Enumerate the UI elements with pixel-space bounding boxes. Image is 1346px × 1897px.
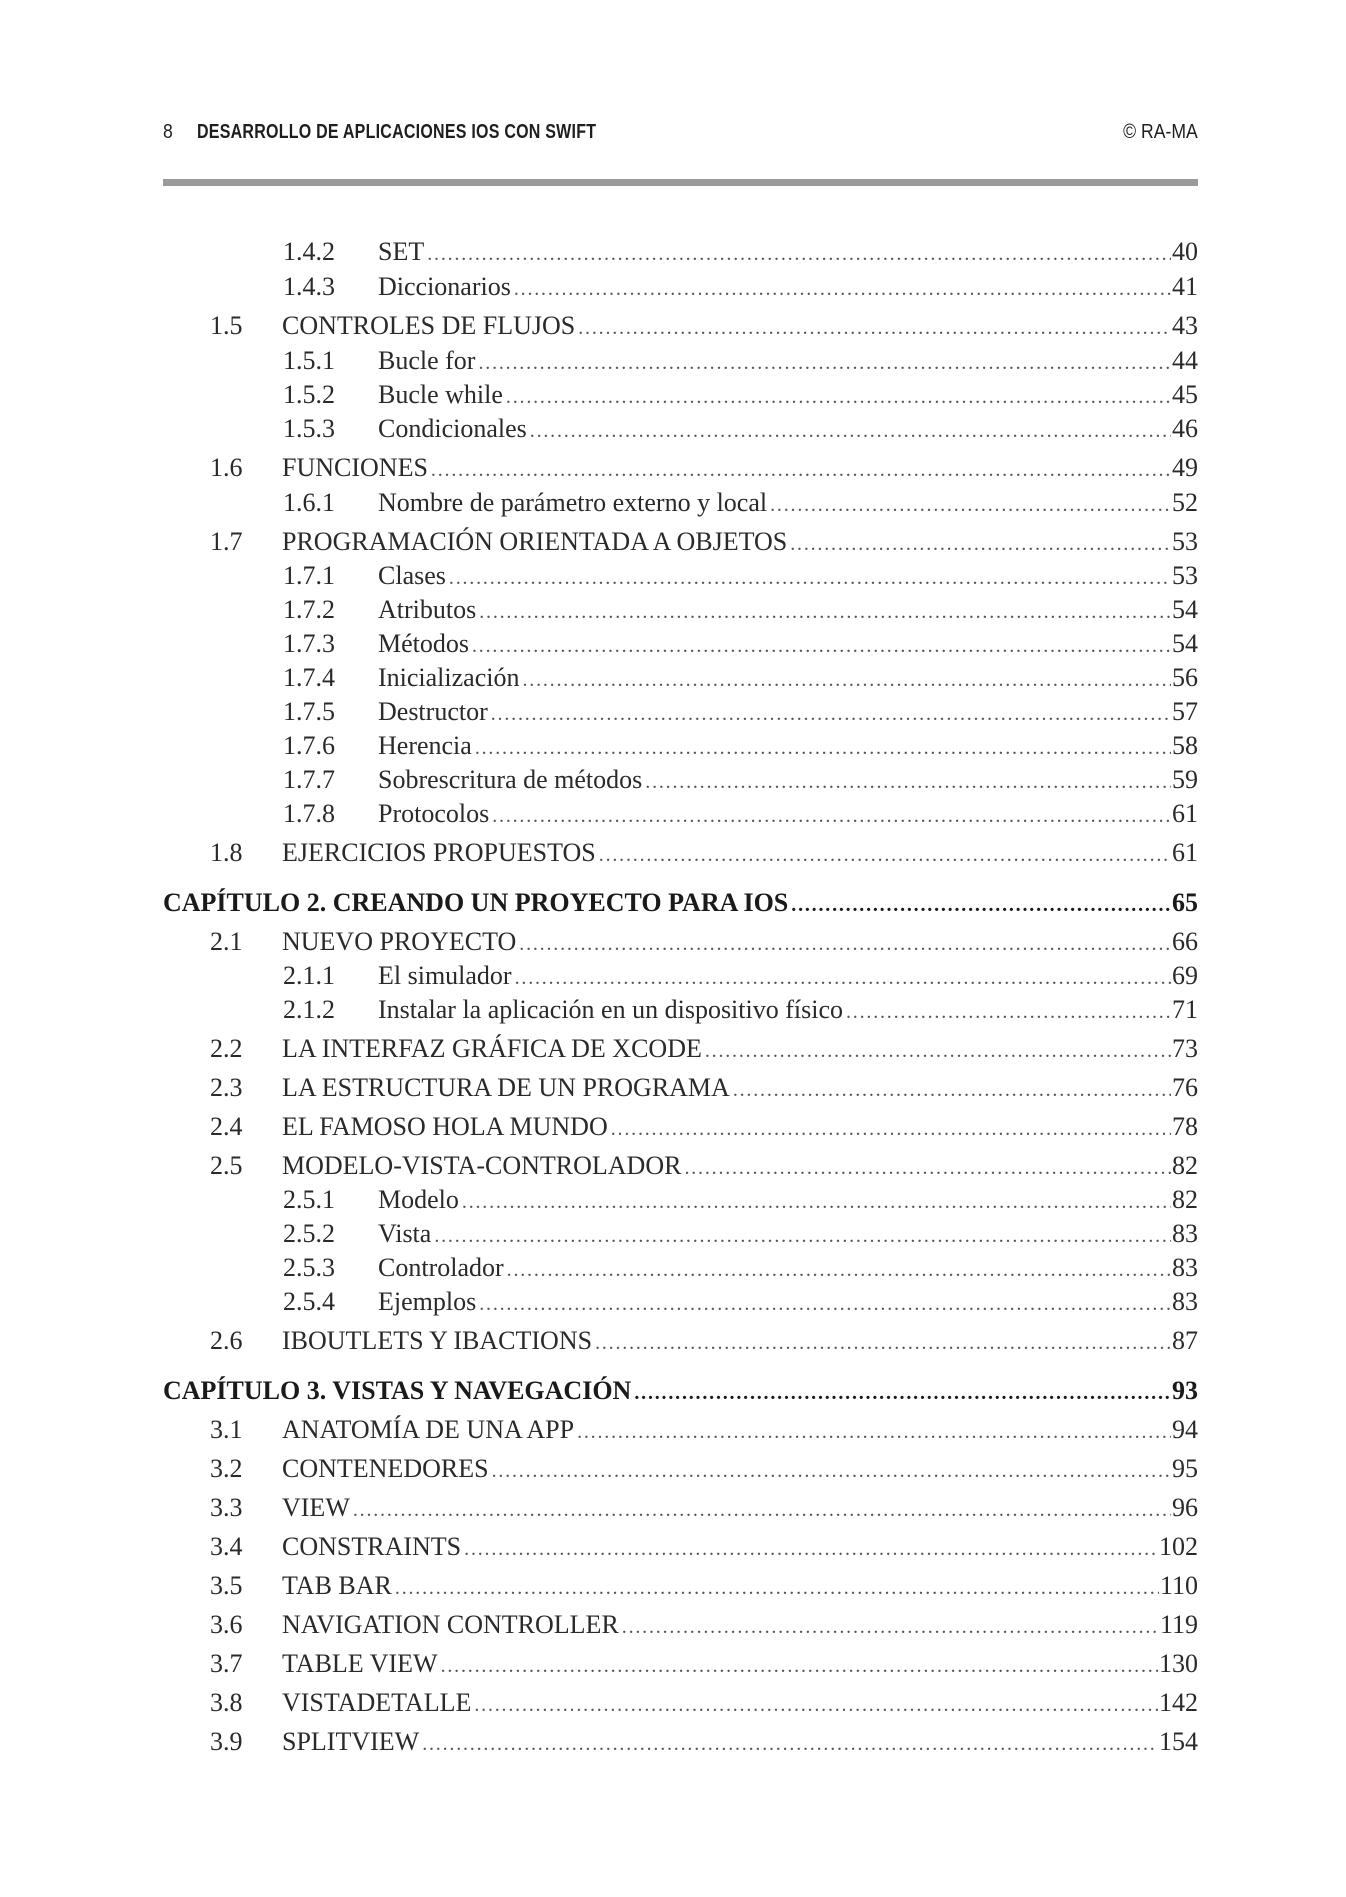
dot-leader — [479, 1287, 1171, 1321]
toc-entry-title: SET — [378, 237, 425, 266]
toc-entry-number: 1.5 — [210, 311, 243, 340]
dot-leader — [422, 1727, 1158, 1761]
toc-entry-page: 53 — [1172, 527, 1198, 556]
dot-leader — [790, 527, 1171, 561]
dot-leader — [353, 1493, 1171, 1527]
dot-leader — [472, 629, 1171, 663]
dot-leader — [464, 1532, 1158, 1566]
toc-entry — [283, 270, 1198, 304]
toc-entry-page: 61 — [1172, 799, 1198, 828]
toc-entry-page: 52 — [1172, 488, 1198, 517]
toc-entry-number: 2.5.2 — [283, 1219, 335, 1248]
toc-entry — [283, 627, 1198, 661]
toc-entry-title: CONTENEDORES — [282, 1454, 489, 1483]
toc-entry-page: 102 — [1159, 1532, 1198, 1561]
toc-entry-page: 83 — [1172, 1287, 1198, 1316]
toc-entry-title: Ejemplos — [378, 1287, 477, 1316]
toc-entry-title: NAVIGATION CONTROLLER — [282, 1610, 619, 1639]
dot-leader — [475, 731, 1171, 765]
toc-entry-page: 78 — [1172, 1112, 1198, 1141]
toc-entry-page: 119 — [1159, 1610, 1198, 1639]
toc-entry-number: 1.4.3 — [283, 272, 335, 301]
toc-entry — [210, 451, 1198, 485]
toc-entry-title: LA INTERFAZ GRÁFICA DE XCODE — [282, 1034, 702, 1063]
toc-entry — [210, 1452, 1198, 1486]
dot-leader — [733, 1073, 1171, 1107]
toc-entry-number: 3.1 — [210, 1415, 243, 1444]
toc-entry — [283, 695, 1198, 729]
dot-leader — [578, 311, 1171, 345]
toc-entry-page: 93 — [1172, 1376, 1198, 1405]
toc-entry — [283, 993, 1198, 1027]
toc-entry-page: 95 — [1172, 1454, 1198, 1483]
dot-leader — [492, 1454, 1171, 1488]
toc-entry-title: Sobrescritura de métodos — [378, 765, 643, 794]
toc-entry — [210, 925, 1198, 959]
toc-entry-number: 1.7.1 — [283, 561, 335, 590]
toc-entry — [283, 1285, 1198, 1319]
toc-entry-title: Nombre de parámetro externo y local — [378, 488, 768, 517]
toc-entry — [283, 1183, 1198, 1217]
toc-entry — [210, 1110, 1198, 1144]
toc-entry-number: 3.8 — [210, 1688, 243, 1717]
toc-entry-title: LA ESTRUCTURA DE UN PROGRAMA — [282, 1073, 730, 1102]
toc-entry-title: MODELO-VISTA-CONTROLADOR — [282, 1151, 682, 1180]
toc-entry-title: FUNCIONES — [282, 453, 428, 482]
toc-entry-page: 54 — [1172, 629, 1198, 658]
toc-entry-number: 1.5.1 — [283, 346, 335, 375]
dot-leader — [522, 663, 1171, 697]
toc-entry-number: 3.4 — [210, 1532, 243, 1561]
toc-entry-title: Bucle while — [378, 380, 503, 409]
dot-leader — [577, 1415, 1171, 1449]
toc-entry-number: 2.4 — [210, 1112, 243, 1141]
toc-entry-page: 94 — [1172, 1415, 1198, 1444]
toc-entry-title: TABLE VIEW — [282, 1649, 438, 1678]
toc-entry-number: 1.6 — [210, 453, 243, 482]
dot-leader — [634, 1376, 1171, 1410]
dot-leader — [431, 453, 1171, 487]
toc-entry — [283, 661, 1198, 695]
dot-leader — [791, 888, 1171, 922]
toc-entry-title: CAPÍTULO 2. CREANDO UN PROYECTO PARA IOS — [163, 888, 789, 917]
toc-entry-page: 69 — [1172, 961, 1198, 990]
dot-leader — [478, 346, 1171, 380]
toc-entry — [283, 797, 1198, 831]
page-number: 8 — [163, 121, 173, 143]
toc-entry — [283, 763, 1198, 797]
toc-entry-title: IBOUTLETS Y IBACTIONS — [282, 1326, 593, 1355]
toc-entry — [210, 1324, 1198, 1358]
toc-entry-title: Controlador — [378, 1253, 504, 1282]
toc-entry-title: CONTROLES DE FLUJOS — [282, 311, 576, 340]
toc-entry-page: 58 — [1172, 731, 1198, 760]
toc-entry-number: 3.2 — [210, 1454, 243, 1483]
toc-entry-page: 53 — [1172, 561, 1198, 590]
dot-leader — [770, 488, 1171, 522]
toc-entry-title: Inicialización — [378, 663, 520, 692]
dot-leader — [645, 765, 1171, 799]
toc-entry-title: PROGRAMACIÓN ORIENTADA A OBJETOS — [282, 527, 788, 556]
toc-entry-number: 2.1.2 — [283, 995, 335, 1024]
dot-leader — [514, 272, 1171, 306]
toc-entry-number: 1.7.8 — [283, 799, 335, 828]
dot-leader — [434, 1219, 1171, 1253]
toc-entry-number: 3.3 — [210, 1493, 243, 1522]
toc-entry — [210, 1032, 1198, 1066]
toc-entry — [210, 1608, 1198, 1642]
dot-leader — [515, 961, 1171, 995]
toc-entry-number: 2.5.3 — [283, 1253, 335, 1282]
toc-entry-number: 1.5.2 — [283, 380, 335, 409]
toc-entry-page: 40 — [1172, 237, 1198, 266]
toc-entry-title: EJERCICIOS PROPUESTOS — [282, 838, 596, 867]
toc-entry-page: 154 — [1159, 1727, 1198, 1756]
toc-entry-page: 130 — [1159, 1649, 1198, 1678]
toc-entry-number: 1.5.3 — [283, 414, 335, 443]
toc-entry — [210, 1149, 1198, 1183]
toc-entry-page: 83 — [1172, 1219, 1198, 1248]
toc-entry-number: 3.7 — [210, 1649, 243, 1678]
toc-entry-number: 3.6 — [210, 1610, 243, 1639]
toc-entry-number: 2.3 — [210, 1073, 243, 1102]
toc-entry-title: ANATOMÍA DE UNA APP — [282, 1415, 575, 1444]
toc-entry-title: Herencia — [378, 731, 472, 760]
dot-leader — [462, 1185, 1171, 1219]
dot-leader — [622, 1610, 1159, 1644]
toc-entry — [210, 1071, 1198, 1105]
toc-entry-page: 61 — [1172, 838, 1198, 867]
toc-entry — [210, 836, 1198, 870]
toc-entry-title: Atributos — [378, 595, 477, 624]
toc-entry-page: 43 — [1172, 311, 1198, 340]
toc-entry-number: 2.5.1 — [283, 1185, 335, 1214]
toc-entry-number: 2.5.4 — [283, 1287, 335, 1316]
toc-entry-number: 2.1.1 — [283, 961, 335, 990]
toc-entry-number: 1.7 — [210, 527, 243, 556]
dot-leader — [530, 414, 1171, 448]
toc-entry-number: 3.9 — [210, 1727, 243, 1756]
toc-entry-page: 96 — [1172, 1493, 1198, 1522]
toc-entry — [210, 525, 1198, 559]
toc-entry-title: Clases — [378, 561, 446, 590]
dot-leader — [684, 1151, 1171, 1185]
toc-entry — [210, 1491, 1198, 1525]
toc-entry-number: 2.1 — [210, 927, 243, 956]
toc-entry-page: 82 — [1172, 1185, 1198, 1214]
toc-entry — [283, 1217, 1198, 1251]
toc-entry-number: 1.6.1 — [283, 488, 335, 517]
toc-entry-number: 1.7.5 — [283, 697, 335, 726]
toc-chapter-entry — [163, 886, 1198, 920]
toc-entry-title: El simulador — [378, 961, 512, 990]
toc-entry-title: Instalar la aplicación en un dispositivo físico — [378, 995, 843, 1024]
toc-entry — [283, 344, 1198, 378]
toc-entry-number: 3.5 — [210, 1571, 243, 1600]
toc-entry-number: 1.7.4 — [283, 663, 335, 692]
toc-entry-page: 46 — [1172, 414, 1198, 443]
dot-leader — [492, 799, 1171, 833]
toc-entry-page: 56 — [1172, 663, 1198, 692]
toc-entry-title: SPLITVIEW — [282, 1727, 420, 1756]
toc-entry — [283, 412, 1198, 446]
toc-chapter-entry — [163, 1374, 1198, 1408]
toc-entry-number: 1.7.3 — [283, 629, 335, 658]
toc-entry-page: 87 — [1172, 1326, 1198, 1355]
book-title: DESARROLLO DE APLICACIONES IOS CON SWIFT — [197, 121, 597, 143]
toc-entry-title: TAB BAR — [282, 1571, 392, 1600]
toc-entry — [210, 1413, 1198, 1447]
dot-leader — [395, 1571, 1159, 1605]
toc-entry-page: 49 — [1172, 453, 1198, 482]
dot-leader — [611, 1112, 1171, 1146]
dot-leader — [427, 237, 1171, 271]
toc-entry — [283, 729, 1198, 763]
toc-entry-number: 1.4.2 — [283, 237, 335, 266]
dot-leader — [507, 1253, 1171, 1287]
dot-leader — [519, 927, 1171, 961]
toc-entry-number: 1.8 — [210, 838, 243, 867]
toc-entry — [210, 1725, 1198, 1759]
toc-entry-title: CONSTRAINTS — [282, 1532, 462, 1561]
toc-entry — [283, 378, 1198, 412]
toc-entry-page: 83 — [1172, 1253, 1198, 1282]
toc-entry — [283, 486, 1198, 520]
toc-entry-page: 82 — [1172, 1151, 1198, 1180]
toc-entry-page: 66 — [1172, 927, 1198, 956]
dot-leader — [506, 380, 1171, 414]
toc-entry — [210, 1569, 1198, 1603]
toc-entry-page: 44 — [1172, 346, 1198, 375]
toc-entry-number: 1.7.6 — [283, 731, 335, 760]
toc-entry-title: Destructor — [378, 697, 488, 726]
toc-entry-number: 2.2 — [210, 1034, 243, 1063]
toc-entry — [283, 959, 1198, 993]
toc-entry — [283, 235, 1198, 269]
toc-entry-title: VIEW — [282, 1493, 350, 1522]
toc-entry-number: 2.6 — [210, 1326, 243, 1355]
toc-entry-page: 59 — [1172, 765, 1198, 794]
dot-leader — [595, 1326, 1171, 1360]
toc-entry-title: EL FAMOSO HOLA MUNDO — [282, 1112, 608, 1141]
toc-entry — [283, 1251, 1198, 1285]
dot-leader — [441, 1649, 1158, 1683]
toc-entry-title: Métodos — [378, 629, 469, 658]
toc-entry-title: Bucle for — [378, 346, 476, 375]
dot-leader — [491, 697, 1171, 731]
toc-entry-page: 41 — [1172, 272, 1198, 301]
publisher-mark: © RA-MA — [1123, 121, 1198, 143]
toc-entry-page: 54 — [1172, 595, 1198, 624]
dot-leader — [599, 838, 1171, 872]
toc-entry-title: Diccionarios — [378, 272, 511, 301]
dot-leader — [479, 595, 1171, 629]
toc-entry-page: 71 — [1172, 995, 1198, 1024]
toc-entry-page: 110 — [1159, 1571, 1198, 1600]
dot-leader — [474, 1688, 1158, 1722]
toc-entry — [210, 309, 1198, 343]
toc-entry — [283, 593, 1198, 627]
toc-entry-page: 142 — [1159, 1688, 1198, 1717]
toc-entry-title: Modelo — [378, 1185, 459, 1214]
toc-entry-number: 1.7.2 — [283, 595, 335, 624]
toc-entry-title: NUEVO PROYECTO — [282, 927, 517, 956]
toc-entry-title: VISTADETALLE — [282, 1688, 472, 1717]
toc-entry-page: 57 — [1172, 697, 1198, 726]
toc-entry — [210, 1530, 1198, 1564]
toc-entry-page: 45 — [1172, 380, 1198, 409]
toc-entry-number: 2.5 — [210, 1151, 243, 1180]
dot-leader — [705, 1034, 1171, 1068]
toc-entry-page: 76 — [1172, 1073, 1198, 1102]
dot-leader — [846, 995, 1171, 1029]
toc-entry-number: 1.7.7 — [283, 765, 335, 794]
toc-entry-title: Protocolos — [378, 799, 490, 828]
toc-entry — [210, 1686, 1198, 1720]
toc-entry — [210, 1647, 1198, 1681]
dot-leader — [449, 561, 1171, 595]
toc-entry-title: Vista — [378, 1219, 432, 1248]
toc-entry-page: 73 — [1172, 1034, 1198, 1063]
toc-entry — [283, 559, 1198, 593]
toc-entry-title: CAPÍTULO 3. VISTAS Y NAVEGACIÓN — [163, 1376, 632, 1405]
toc-entry-page: 65 — [1172, 888, 1198, 917]
toc-entry-title: Condicionales — [378, 414, 527, 443]
